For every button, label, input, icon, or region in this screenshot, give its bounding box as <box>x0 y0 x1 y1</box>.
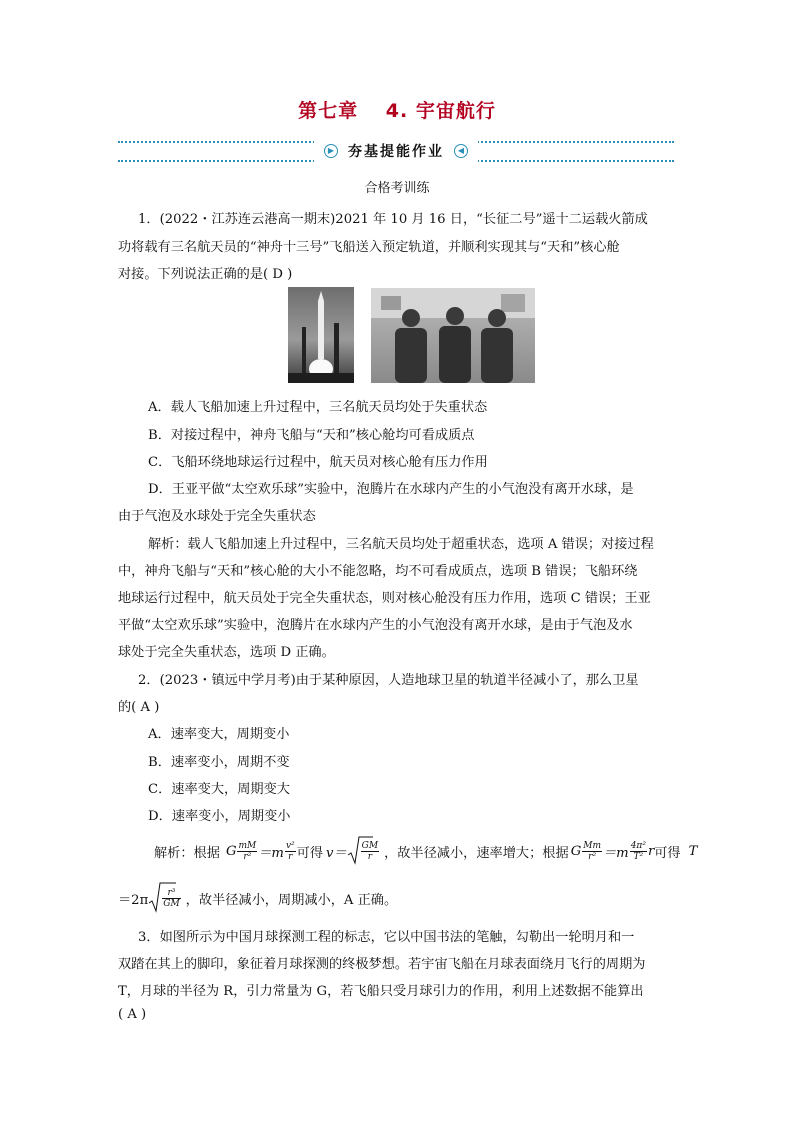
formula-g2: G <box>570 844 582 859</box>
formula-2pi: ＝2π <box>118 893 149 908</box>
q2-analysis-prefix: 解析：根据 <box>154 846 220 861</box>
q2-stem-line2: 的( A ) <box>118 700 160 715</box>
formula-frac-mM-r2: $\frac{mM}{\text{r²}}$ <box>238 841 257 862</box>
q1-stem-line2: 功将载有三名航天员的“神舟十三号”飞船送入预定轨道，并顺利实现其与“天和”核心舱 <box>118 240 620 255</box>
q3-stem-line3: T，月球的半径为 R，引力常量为 G，若飞船只受月球引力的作用，利用上述数据不能算出 <box>118 984 644 999</box>
q1-option-d-line2: 由于气泡及水球处于完全失重状态 <box>118 509 316 524</box>
formula-eq-m: ＝m <box>258 846 284 861</box>
formula-T: T <box>688 844 698 859</box>
q1-analysis-line2: 中，神舟飞船与“天和”核心舱的大小不能忽略，均不可看成质点，选项 B 错误；飞船环绕 <box>118 564 638 579</box>
q3-stem-line4: ( A ) <box>118 1007 147 1022</box>
q2-option-b: B．速率变小，周期不变 <box>148 755 290 770</box>
formula-r-tail: r <box>647 844 655 859</box>
q2-stem-line1: 2．(2023・镇远中学月考)由于某种原因，人造地球卫星的轨道半径减小了，那么卫星 <box>138 673 639 688</box>
q1-analysis-line4: 平做“太空欢乐球”实验中，泡腾片在水球内产生的小气泡没有离开水球，是由于气泡及水 <box>118 618 633 633</box>
play-right-icon: ▶ <box>324 144 338 158</box>
q1-option-d-line1: D．王亚平做“太空欢乐球”实验中，泡腾片在水球内产生的小气泡没有离开水球，是 <box>148 482 634 497</box>
q3-stem-line2: 双踏在其上的脚印，象征着月球探测的终极梦想。若宇宙飞船在月球表面绕月飞行的周期为 <box>118 957 646 972</box>
banner-label-wrap <box>314 137 478 165</box>
formula-text-get2: 可得 <box>654 846 681 861</box>
play-left-icon: ◀ <box>454 144 468 158</box>
q1-stem-line1: 1．(2022・江苏连云港高一期末)2021 年 10 月 16 日，“长征二号”遥十二运载火箭成 <box>138 212 648 227</box>
rocket-launch-image <box>288 287 354 383</box>
formula-frac-gm-r: $\frac{GM}{r}$ <box>361 841 379 862</box>
q1-stem-line3: 对接。下列说法正确的是( D ) <box>118 267 293 282</box>
q2-option-c: C．速率变大，周期变大 <box>148 782 290 797</box>
astronauts-illustration <box>371 288 535 383</box>
q1-analysis-line1: 解析：载人飞船加速上升过程中，三名航天员均处于超重状态，选项 A 错误；对接过程 <box>148 537 654 552</box>
q1-option-b: B．对接过程中，神舟飞船与“天和”核心舱均可看成质点 <box>148 428 475 443</box>
q2-option-d: D．速率变小，周期变小 <box>148 809 291 824</box>
banner-label: 夯基提能作业 <box>348 144 444 160</box>
q3-stem-line1: 3．如图所示为中国月球探测工程的标志，它以中国书法的笔触，勾勒出一轮明月和一 <box>138 930 635 945</box>
q1-option-a: A．载人飞船加速上升过程中，三名航天员均处于失重状态 <box>148 400 488 415</box>
astronauts-photo <box>371 288 535 383</box>
q2-option-a: A．速率变大，周期变小 <box>148 727 290 742</box>
formula-frac-Mm-r2: $\frac{Mm}{\text{r²}}$ <box>583 841 601 862</box>
q1-option-c: C．飞船环绕地球运行过程中，航天员对核心舱有压力作用 <box>148 455 488 470</box>
q2-analysis-line2 <box>118 881 397 916</box>
q1-analysis-line3: 地球运行过程中，航天员处于完全失重状态，则对核心舱没有压力作用，选项 C 错误；王亚 <box>118 591 651 606</box>
formula-v-eq: v＝ <box>326 846 347 861</box>
page-title: 第七章 4. 宇宙航行 <box>298 100 496 122</box>
q2-analysis-line1 <box>154 835 697 868</box>
formula-text-get1: 可得 <box>296 846 324 861</box>
section-heading: 合格考训练 <box>364 181 430 196</box>
formula-g: G <box>225 844 237 859</box>
section-banner <box>118 137 674 167</box>
q2-analysis-suffix: ，故半径减小，周期减小，A 正确。 <box>185 893 398 908</box>
formula-frac-r3-gm: $\frac{\text{r³}}{GM}$ <box>163 888 180 909</box>
formula-frac-4pi2-T2: $\frac{\text{4π²}}{\text{T²}}$ <box>630 841 646 862</box>
q1-analysis-line5: 球处于完全失重状态，选项 D 正确。 <box>118 645 335 660</box>
formula-frac-v2-r: $\frac{\text{v²}}{r}$ <box>285 841 295 862</box>
formula-eq-m2: ＝m <box>602 846 629 861</box>
rocket-launch-illustration <box>288 287 354 383</box>
formula-text-mid2: ，故半径减小，速率增大；根据 <box>384 846 569 861</box>
